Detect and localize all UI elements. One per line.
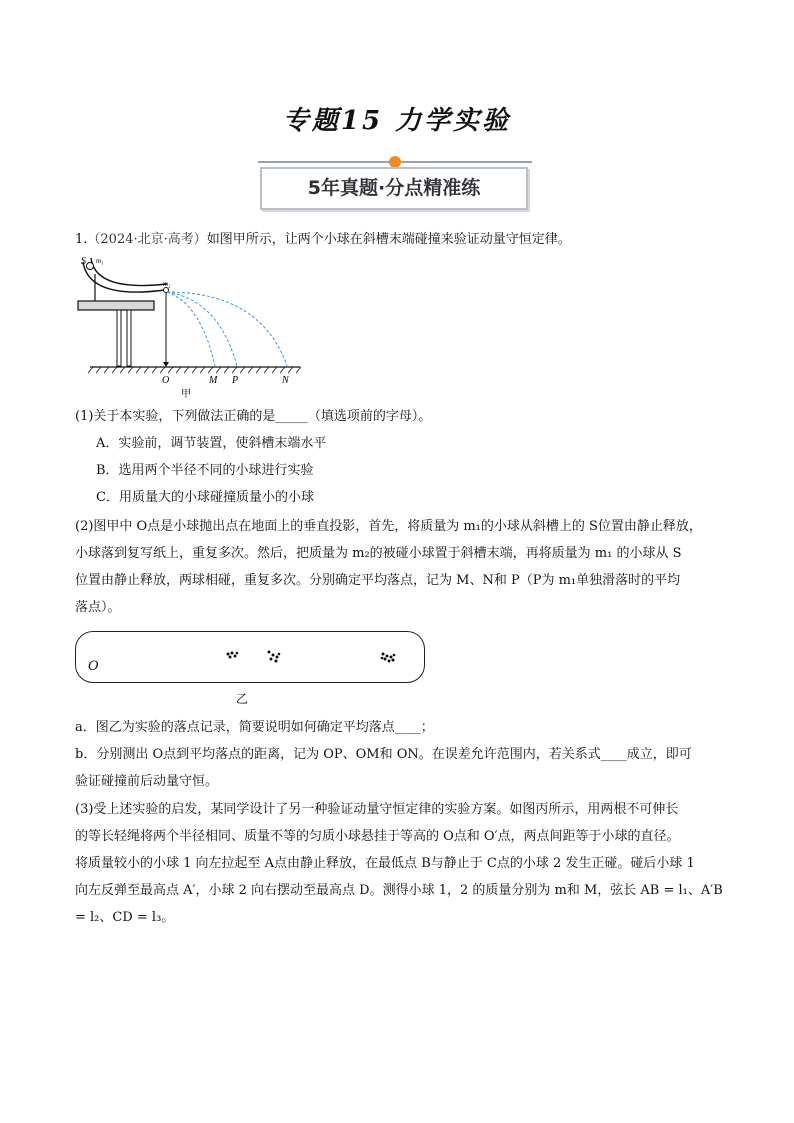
part2-line-4: 落点）。 xyxy=(75,600,121,615)
part2-line-3: 位置由静止释放，两球相碰，重复多次。分别确定平均落点，记为 M、N和 P（P为 m₁单独滑落时的平均 xyxy=(75,573,681,588)
ground-hatch xyxy=(88,367,301,373)
dot-cluster-M xyxy=(227,652,239,659)
dot-cluster-P xyxy=(268,651,281,663)
part2-line-2: 小球落到复写纸上，重复多次。然后，把质量为 m₂的被碰小球置于斜槽末端，再将质量为 m₁ 的小球从 S xyxy=(75,546,682,561)
part3-line-2: 的等长轻绳将两个半径相同、质量不等的匀质小球悬挂于等高的 O点和 O′点，两点间距等于小球的直径。 xyxy=(75,829,680,844)
figure-caption-yi: 乙 xyxy=(236,692,249,706)
option-c: C．用质量大的小球碰撞质量小的小球 xyxy=(96,490,314,505)
table-leg xyxy=(127,310,131,366)
question-source: （2024·北京·高考） xyxy=(87,232,207,247)
figure-jia xyxy=(75,252,310,400)
landing-dots xyxy=(220,648,400,670)
label-m1: m₁ xyxy=(96,257,104,265)
part2-sub-b-line-1: b．分别测出 O点到平均落点的距离，记为 OP、OM和 ON。在误差允许范围内，若关系式____成立，即可 xyxy=(75,747,692,762)
part3-line-4: 向左反弹至最高点 A′，小球 2 向右摆动至最高点 D。测得小球 1，2 的质量分别为 m和 M，弦长 AB = l₁、A′B xyxy=(75,883,723,898)
section-banner xyxy=(258,156,532,216)
dot-cluster-N xyxy=(381,653,396,663)
ball-m1 xyxy=(87,263,94,270)
part3-line-3: 将质量较小的小球 1 向左拉起至 A点由静止释放，在最低点 B与静止于 C点的小球 2 发生正碰。碰后小球 1 xyxy=(75,856,695,871)
label-M: M xyxy=(209,375,218,386)
part1-prompt: (1)关于本实验，下列做法正确的是_____（填选项前的字母）。 xyxy=(75,409,432,424)
banner-label: 5年真题·分点精准练 xyxy=(260,167,528,210)
trajectory-M xyxy=(167,292,215,366)
question-1-stem xyxy=(75,230,571,250)
trajectory-P xyxy=(167,292,237,366)
part3-line-5: = l₂、CD = l₃。 xyxy=(75,910,175,925)
table-top xyxy=(78,301,154,310)
label-N: N xyxy=(282,375,289,386)
part2-sub-a: a．图乙为实验的落点记录，简要说明如何确定平均落点____； xyxy=(75,720,434,735)
table-leg xyxy=(117,310,121,366)
label-m2: m₂ xyxy=(163,280,171,288)
figure-yi-label-O: O xyxy=(88,659,99,674)
label-P: P xyxy=(232,375,239,386)
figure-caption-jia: 甲 xyxy=(181,389,191,400)
page-title: 专题15 力学实验 xyxy=(282,106,512,136)
question-number: 1. xyxy=(75,232,88,247)
label-S: S xyxy=(81,256,86,267)
question-text: 如图甲所示，让两个小球在斜槽末端碰撞来验证动量守恒定律。 xyxy=(206,232,571,247)
part2-sub-b-line-2: 验证碰撞前后动量守恒。 xyxy=(75,774,219,789)
label-O: O xyxy=(162,375,170,386)
option-a: A．实验前，调节装置，使斜槽末端水平 xyxy=(96,436,327,451)
part3-line-1: (3)受上述实验的启发，某同学设计了另一种验证动量守恒定律的实验方案。如图丙所示，用两根不可伸长 xyxy=(75,802,679,817)
option-b: B．选用两个半径不同的小球进行实验 xyxy=(96,463,314,478)
part2-line-1: (2)图甲中 O点是小球抛出点在地面上的垂直投影，首先，将质量为 m₁的小球从斜槽上的 S位置由静止释放， xyxy=(75,519,702,534)
